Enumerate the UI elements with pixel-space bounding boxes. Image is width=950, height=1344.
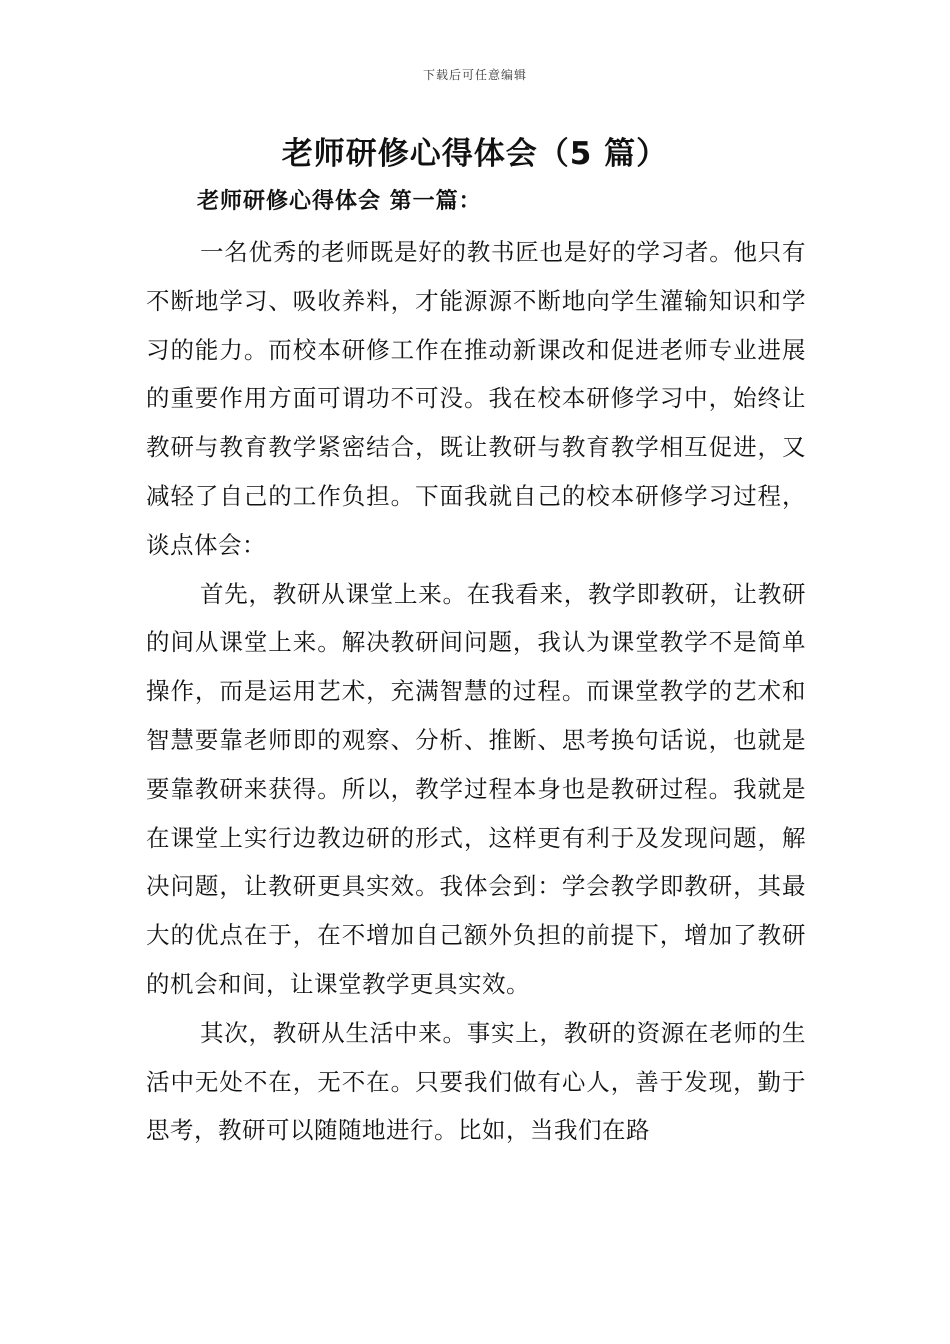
document-title: 老师研修心得体会（5 篇） bbox=[281, 136, 669, 172]
paragraph-1: 一名优秀的老师既是好的教书匠也是好的学习者。他只有不断地学习、吸收养料，才能源源不断地向学生灌输知识和学习的能力。而校本研修工作在推动新课改和促进老师专业进展的重要作用方面可谓功不可没。我在校本研修学习中，始终让教研与教育教学紧密结合，既让教研与教育教学相互促进，又减轻了自己的工作负担。下面我就自己的校本研修学习过程，谈点体会： bbox=[146, 238, 806, 559]
section-heading: 老师研修心得体会 第一篇： bbox=[197, 188, 482, 214]
header-note: 下载后可任意编辑 bbox=[422, 68, 527, 82]
paragraph-3: 其次，教研从生活中来。事实上，教研的资源在老师的生活中无处不在，无不在。只要我们做有心人，善于发现，勤于思考，教研可以随随地进行。比如，当我们在路 bbox=[146, 1018, 806, 1145]
document-body bbox=[146, 228, 806, 1155]
paragraph-2: 首先，教研从课堂上来。在我看来，教学即教研，让教研的间从课堂上来。解决教研间问题，我认为课堂教学不是简单操作，而是运用艺术，充满智慧的过程。而课堂教学的艺术和智慧要靠老师即的观察、分析、推断、思考换句话说，也就是要靠教研来获得。所以，教学过程本身也是教研过程。我就是在课堂上实行边教边研的形式，这样更有利于及发现问题，解决问题，让教研更具实效。我体会到：学会教学即教研，其最大的优点在于，在不增加自己额外负担的前提下，增加了教研的机会和间，让课堂教学更具实效。 bbox=[146, 579, 806, 998]
